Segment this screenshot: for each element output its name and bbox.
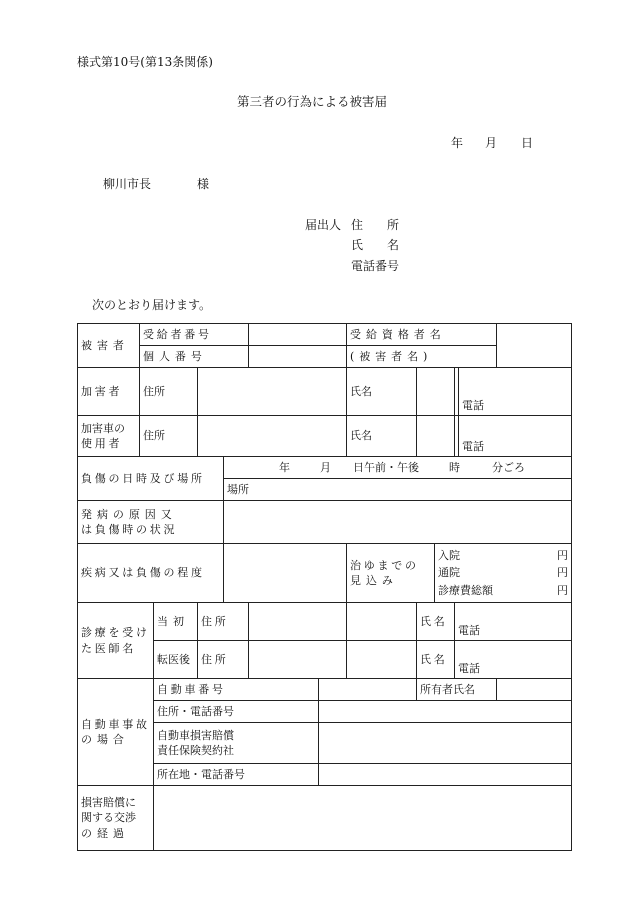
cause-label: 発病の原因又 は負傷時の状況 bbox=[78, 501, 224, 544]
vehicle-user-label: 加害車の 使用者 bbox=[78, 416, 140, 457]
datetime-day-ampm: 日午前・午後 bbox=[353, 460, 419, 474]
auto-accident-label: 自動車事故 の場合 bbox=[78, 679, 154, 786]
doctor-initial-address-label: 住所 bbox=[198, 603, 249, 641]
victim-label: 被害者 bbox=[78, 324, 140, 368]
notifier-address-label: 住 所 bbox=[351, 218, 400, 232]
injury-place-field[interactable]: 場所 bbox=[224, 479, 572, 501]
perpetrator-address-label: 住所 bbox=[140, 368, 198, 416]
vehicle-user-name-label: 氏名 bbox=[347, 416, 417, 457]
injury-datetime-field[interactable] bbox=[224, 457, 572, 479]
vehicle-user-name-field[interactable] bbox=[417, 416, 455, 457]
owner-address-phone-label: 住所・電話番号 bbox=[154, 701, 319, 723]
negotiation-label: 損害賠償に 関する交渉 の経過 bbox=[78, 786, 154, 851]
severity-field[interactable] bbox=[224, 544, 347, 603]
doctor-transfer-label: 転医後 bbox=[154, 641, 198, 679]
vehicle-plate-label: 自動車番号 bbox=[154, 679, 319, 701]
doctor-label: 診療を受け た医師名 bbox=[78, 603, 154, 679]
damage-report-form bbox=[77, 323, 572, 851]
addressee: 柳川市長 bbox=[103, 177, 152, 191]
insured-number-label: 受給者番号 bbox=[140, 324, 249, 346]
owner-name-field[interactable] bbox=[497, 679, 572, 701]
outpatient-cost: 通院 円 bbox=[438, 566, 569, 580]
date-month: 月 bbox=[485, 136, 498, 150]
total-medical-cost: 診療費総額 円 bbox=[438, 583, 569, 597]
doctor-transfer-address-field[interactable] bbox=[249, 641, 347, 679]
doctor-initial-name-label: 氏名 bbox=[417, 603, 455, 641]
doctor-transfer-name-label: 氏名 bbox=[417, 641, 455, 679]
insurer-label: 自動車損害賠償 責任保険契約社 bbox=[154, 723, 319, 764]
datetime-month: 月 bbox=[320, 460, 331, 474]
notifier-label: 届出人 bbox=[305, 218, 342, 232]
inpatient-cost: 入院 円 bbox=[438, 549, 569, 563]
owner-address-phone-field[interactable] bbox=[319, 701, 572, 723]
vehicle-plate-field[interactable] bbox=[319, 679, 417, 701]
date-day: 日 bbox=[521, 136, 534, 150]
doctor-initial-address-field-2[interactable] bbox=[347, 603, 417, 641]
insured-number-field[interactable] bbox=[249, 324, 347, 346]
vehicle-user-address-label: 住所 bbox=[140, 416, 198, 457]
vehicle-user-phone-label[interactable]: 電話 bbox=[459, 416, 572, 457]
personal-number-field[interactable] bbox=[249, 346, 347, 368]
cost-breakdown[interactable] bbox=[435, 544, 572, 603]
perpetrator-label: 加害者 bbox=[78, 368, 140, 416]
recovery-outlook-label: 治ゆまでの 見込み bbox=[347, 544, 435, 603]
date-year: 年 bbox=[451, 136, 464, 150]
perpetrator-name-field[interactable] bbox=[417, 368, 455, 416]
severity-label: 疾病又は負傷の程度 bbox=[78, 544, 224, 603]
notifier-phone-label: 電話番号 bbox=[351, 259, 400, 273]
owner-name-label: 所有者氏名 bbox=[417, 679, 497, 701]
negotiation-field[interactable] bbox=[154, 786, 572, 851]
form-number: 様式第10号(第13条関係) bbox=[77, 55, 213, 69]
doctor-transfer-address-label: 住所 bbox=[198, 641, 249, 679]
perpetrator-name-label: 氏名 bbox=[347, 368, 417, 416]
insurer-location-field[interactable] bbox=[319, 764, 572, 786]
vehicle-user-occupation-label bbox=[455, 416, 459, 457]
perpetrator-address-field[interactable] bbox=[198, 368, 347, 416]
doctor-initial-address-field[interactable] bbox=[249, 603, 347, 641]
doctor-initial-phone[interactable]: 電話 bbox=[455, 603, 572, 641]
doctor-transfer-phone[interactable]: 電話 bbox=[455, 641, 572, 679]
datetime-hour: 時 bbox=[449, 460, 460, 474]
datetime-year: 年 bbox=[279, 460, 290, 474]
notifier-name-label: 氏 名 bbox=[351, 238, 400, 252]
insurer-field[interactable] bbox=[319, 723, 572, 764]
insurer-location-label: 所在地・電話番号 bbox=[154, 764, 319, 786]
doctor-initial-label: 当初 bbox=[154, 603, 198, 641]
victim-name-note: (被害者名) bbox=[347, 346, 497, 368]
cause-field[interactable] bbox=[224, 501, 572, 544]
form-title: 第三者の行為による被害届 bbox=[237, 94, 388, 109]
doctor-transfer-address-field-2[interactable] bbox=[347, 641, 417, 679]
personal-number-label: 個人番号 bbox=[140, 346, 249, 368]
perpetrator-phone-label[interactable]: 電話 bbox=[459, 368, 572, 416]
intro-text: 次のとおり届けます。 bbox=[92, 298, 212, 312]
qualified-person-label: 受給資格者名 bbox=[347, 324, 497, 346]
injury-datetime-label: 負傷の日時及び場所 bbox=[78, 457, 224, 501]
honorific: 様 bbox=[197, 177, 210, 191]
qualified-person-field[interactable] bbox=[497, 324, 572, 368]
datetime-minute: 分ごろ bbox=[492, 460, 525, 474]
vehicle-user-address-field[interactable] bbox=[198, 416, 347, 457]
